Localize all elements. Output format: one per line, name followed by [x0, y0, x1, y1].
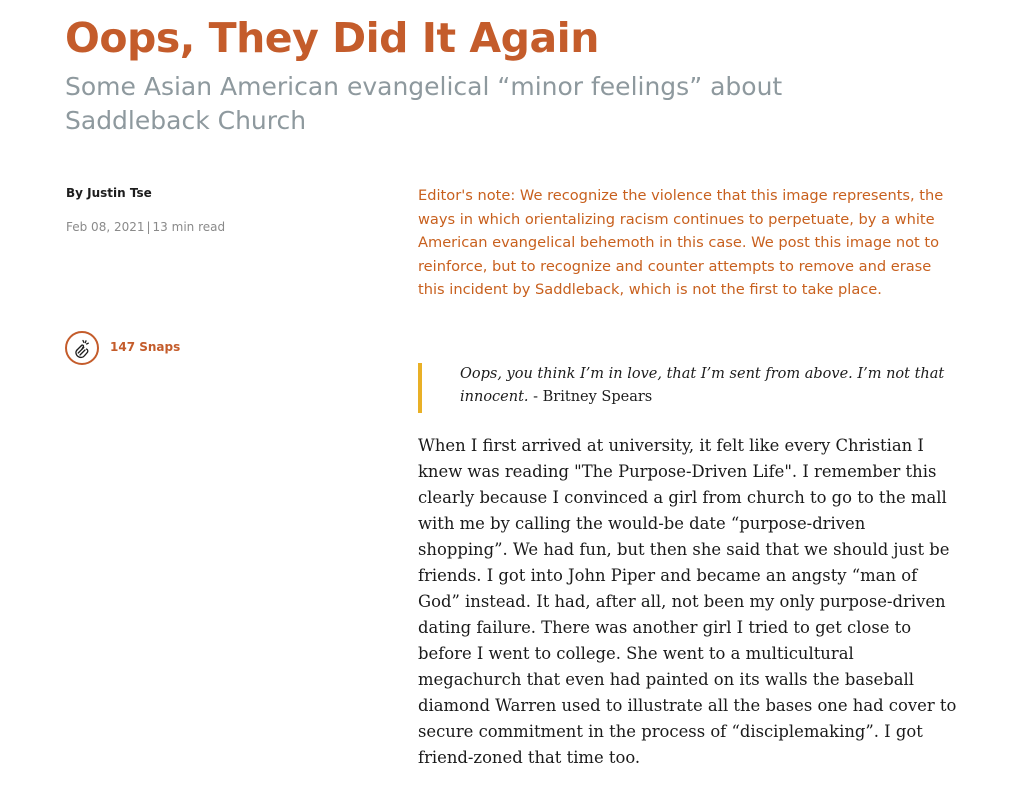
editor-note: Editor's note: We recognize the violence that this image represents, the ways in which orientalizing racism continues to perpetuate, by a white American evangelical behemoth in this case. We post this image not to reinforce, but to recognize and counter attempts to remove and erase this incident by Saddleback, which is not the first to take place.	[418, 187, 944, 298]
meta-separator: |	[146, 220, 151, 234]
author-byline[interactable]: By Justin Tse	[66, 186, 152, 200]
article-subtitle: Some Asian American evangelical “minor feelings” about Saddleback Church	[65, 72, 783, 135]
publish-date: Feb 08, 2021	[66, 220, 145, 234]
quote-text: Oops, you think I’m in love, that I’m sent from above. I’m not that innocent.	[460, 366, 945, 405]
snaps-count: 147 Snaps	[110, 340, 181, 354]
article-meta	[66, 218, 225, 236]
quote-attribution: - Britney Spears	[528, 389, 653, 405]
epigraph-quote	[418, 363, 958, 413]
snaps-button[interactable]	[65, 329, 180, 367]
snap-hand-icon[interactable]	[65, 331, 99, 365]
article-title: Oops, They Did It Again	[65, 14, 599, 62]
article-body-paragraph: When I first arrived at university, it felt like every Christian I knew was reading "The Purpose-Driven Life". I remember this clearly because I convinced a girl from church to go to the mall with me by calling the would-be date “purpose-driven shopping”. We had fun, but then she said that we should just be friends. I got into John Piper and became an angsty “man of God” instead. It had, after all, not been my only purpose-driven dating failure. There was another girl I tried to get close to before I went to college. She went to a multicultural megachurch that even had painted on its walls the baseball diamond Warren used to illustrate all the bases one had cover to secure commitment in the process of “disciplemaking”. I got friend-zoned that time too.	[418, 436, 957, 767]
read-time: 13 min read	[152, 220, 226, 234]
